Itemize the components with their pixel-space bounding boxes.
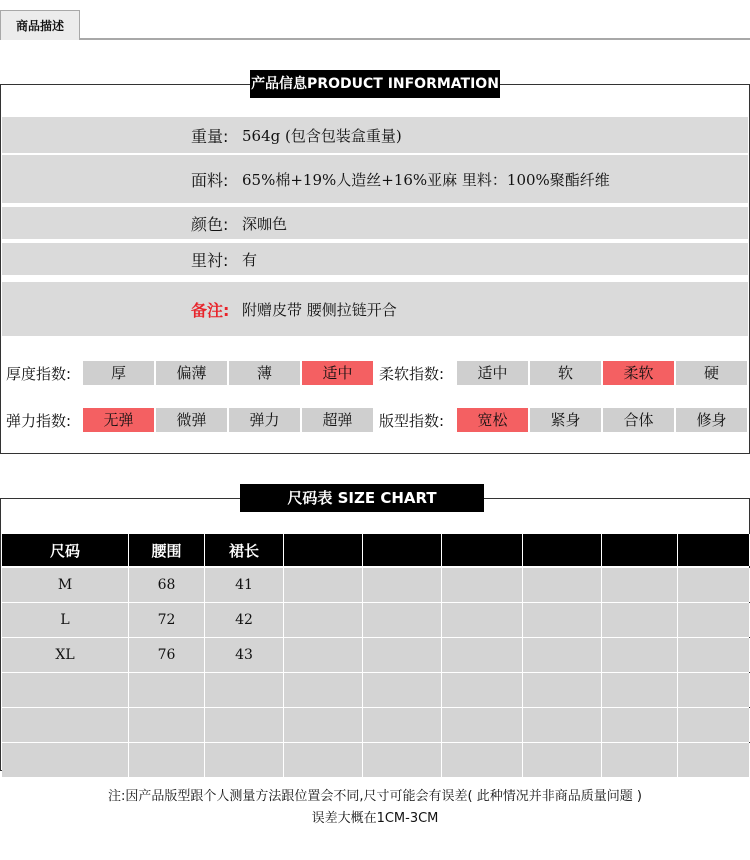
size-table-header [2, 534, 750, 568]
table-cell [284, 638, 363, 672]
table-cell [284, 673, 363, 707]
table-cell [205, 673, 284, 707]
table-cell [678, 568, 750, 602]
size-table-body [2, 568, 750, 778]
thickness-label: 厚度指数: [6, 365, 72, 383]
thickness-option: 厚 [83, 361, 154, 385]
softness-option-selected: 柔软 [603, 361, 674, 385]
product-info-banner: 产品信息PRODUCT INFORMATION [250, 70, 500, 98]
info-row-lining [2, 243, 748, 275]
info-row-color [2, 207, 748, 239]
table-cell [442, 708, 523, 742]
table-cell [2, 673, 129, 707]
info-value: 深咖色 [242, 214, 288, 233]
header-cell [678, 534, 750, 566]
table-cell [523, 568, 602, 602]
index-row-thickness-softness [2, 361, 748, 385]
thickness-option-selected: 适中 [302, 361, 373, 385]
table-cell [205, 708, 284, 742]
size-note-line2: 误差大概在1CM-3CM [311, 811, 439, 826]
table-cell [523, 743, 602, 777]
fit-option: 合体 [603, 408, 674, 432]
thickness-option: 薄 [229, 361, 300, 385]
fit-label: 版型指数: [379, 412, 445, 430]
size-table [2, 534, 750, 778]
table-cell [442, 568, 523, 602]
fit-option: 修身 [676, 408, 747, 432]
table-cell [129, 673, 205, 707]
table-cell [363, 638, 442, 672]
table-cell [284, 603, 363, 637]
table-cell [442, 638, 523, 672]
info-key-remark: 备注: [191, 300, 230, 320]
info-value: 65%棉+19%人造丝+16%亚麻 里料：100%聚酯纤维 [242, 170, 610, 189]
index-row-elasticity-fit [2, 408, 748, 432]
info-key: 重量: [191, 126, 229, 146]
info-value: 564g (包含包装盒重量) [242, 126, 402, 145]
table-cell [678, 638, 750, 672]
table-row [2, 568, 750, 603]
fit-option-selected: 宽松 [457, 408, 528, 432]
fit-option: 紧身 [530, 408, 601, 432]
info-value: 有 [242, 250, 258, 269]
table-cell [442, 743, 523, 777]
table-cell [363, 743, 442, 777]
table-cell [363, 673, 442, 707]
table-cell: M [2, 568, 129, 602]
table-cell [678, 708, 750, 742]
table-cell [523, 638, 602, 672]
info-row-weight [2, 117, 748, 153]
header-cell [284, 534, 363, 566]
table-cell [678, 743, 750, 777]
softness-option: 硬 [676, 361, 747, 385]
table-row [2, 673, 750, 708]
table-cell [363, 568, 442, 602]
elasticity-option: 弹力 [229, 408, 300, 432]
table-cell [602, 743, 678, 777]
size-note-line1: 注:因产品版型跟个人测量方法跟位置会不同,尺寸可能会有误差( 此种情况并非商品质量问题 ) [108, 789, 642, 804]
softness-option: 软 [530, 361, 601, 385]
info-row-fabric [2, 155, 748, 203]
table-cell: 43 [205, 638, 284, 672]
table-cell: 41 [205, 568, 284, 602]
table-cell: 68 [129, 568, 205, 602]
softness-option: 适中 [457, 361, 528, 385]
info-key: 里衬: [191, 250, 229, 270]
table-cell [523, 673, 602, 707]
header-cell: 裙长 [205, 534, 284, 566]
elasticity-option: 超弹 [302, 408, 373, 432]
info-key: 面料: [191, 170, 229, 190]
header-cell [363, 534, 442, 566]
table-cell [284, 708, 363, 742]
table-cell [284, 568, 363, 602]
info-row-remark [2, 282, 748, 336]
table-cell [2, 743, 129, 777]
tab-underline [80, 38, 750, 40]
elasticity-option-selected: 无弹 [83, 408, 154, 432]
table-cell: 42 [205, 603, 284, 637]
table-cell [602, 603, 678, 637]
table-cell [442, 603, 523, 637]
table-cell [523, 603, 602, 637]
header-cell [442, 534, 523, 566]
tab-product-description[interactable]: 商品描述 [0, 10, 80, 40]
table-cell [523, 708, 602, 742]
elasticity-option: 微弹 [156, 408, 227, 432]
table-cell [129, 743, 205, 777]
table-row [2, 603, 750, 638]
table-cell [442, 673, 523, 707]
table-cell [363, 708, 442, 742]
table-cell: 72 [129, 603, 205, 637]
table-cell: 76 [129, 638, 205, 672]
table-cell [602, 708, 678, 742]
table-cell: L [2, 603, 129, 637]
table-cell [205, 743, 284, 777]
header-cell [523, 534, 602, 566]
table-row [2, 708, 750, 743]
table-cell [678, 673, 750, 707]
header-cell [602, 534, 678, 566]
size-chart-banner: 尺码表 SIZE CHART [240, 484, 484, 512]
table-row [2, 743, 750, 778]
table-row [2, 638, 750, 673]
table-cell: XL [2, 638, 129, 672]
thickness-option: 偏薄 [156, 361, 227, 385]
table-cell [129, 708, 205, 742]
table-cell [602, 638, 678, 672]
table-cell [363, 603, 442, 637]
softness-label: 柔软指数: [379, 365, 445, 383]
header-cell: 腰围 [129, 534, 205, 566]
table-cell [602, 673, 678, 707]
table-cell [284, 743, 363, 777]
table-cell [602, 568, 678, 602]
info-key: 颜色: [191, 214, 229, 234]
table-cell [2, 708, 129, 742]
header-cell: 尺码 [2, 534, 129, 566]
elasticity-label: 弹力指数: [6, 412, 72, 430]
table-cell [678, 603, 750, 637]
info-value: 附赠皮带 腰侧拉链开合 [242, 300, 397, 319]
